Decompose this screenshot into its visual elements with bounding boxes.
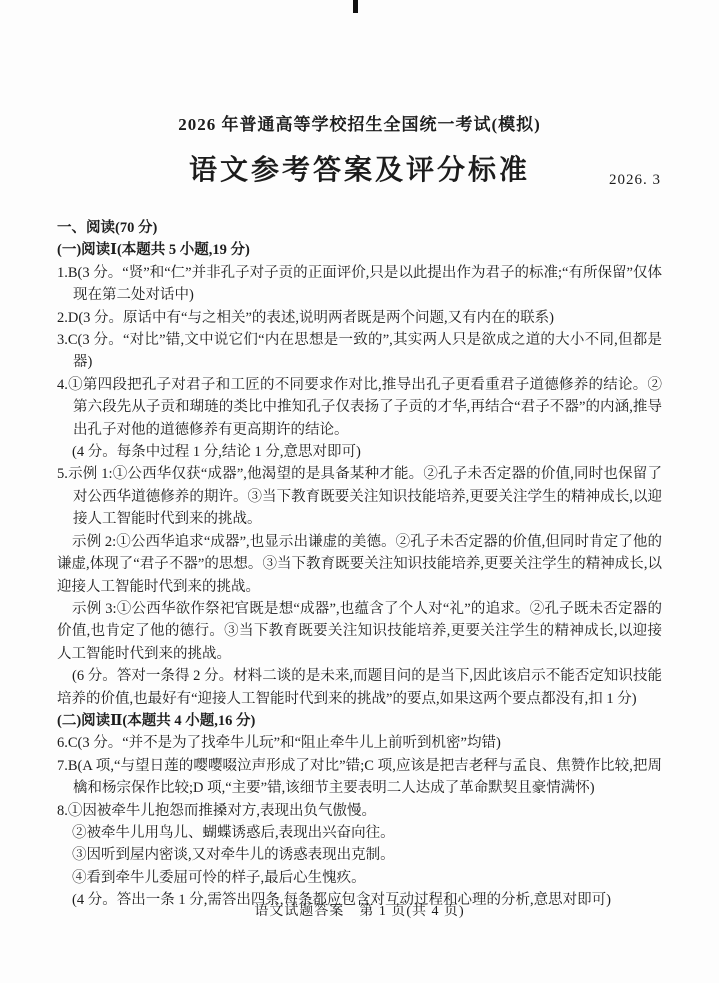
- answer-8-point-3: ③因听到屋内密谈,又对牵牛儿的诱惑表现出克制。: [72, 847, 395, 864]
- answer-1: 1.B(3 分。“贤”和“仁”并非孔子对子贡的正面评价,只是以此提出作为君子的标准;“有所保留”仅体现在第二处对话中): [57, 264, 662, 304]
- page-title: 语文参考答案及评分标准: [188, 155, 530, 186]
- answer-6: 6.C(3 分。“并不是为了找牵牛儿玩”和“阻止牵牛儿上前听到机密”均错): [57, 735, 501, 752]
- answer-5-example-3: 示例 3:①公西华欲作祭祀官既是想“成器”,也蕴含了个人对“礼”的追求。②孔子既未否定器的价值,也肯定了他的德行。③当下教育既要关注知识技能培养,更要关注学生的精神成长,以迎接人工智能时代到来的挑战。: [57, 600, 662, 662]
- footer-text: 语文试题答案 第 1 页(共 4 页): [254, 904, 465, 919]
- section-heading-reading: 一、阅读(70 分): [57, 220, 158, 236]
- answers-body: [0, 191, 719, 912]
- scan-artifact-mark: [353, 0, 358, 13]
- document-header: [0, 0, 719, 191]
- answer-2: 2.D(3 分。原话中有“与之相关”的表述,说明两者既是两个问题,又有内在的联系): [57, 309, 554, 326]
- answer-8-point-1: 8.①因被牵牛儿抱怨而推搡对方,表现出负气傲慢。: [57, 802, 376, 819]
- page-footer: [0, 900, 719, 920]
- exam-date: 2026. 3: [609, 172, 661, 188]
- answer-5-score-note: (6 分。答对一条得 2 分。材料二谈的是未来,而题目问的是当下,因此该启示不能否定知识技能培养的价值,也最好有“迎接人工智能时代到来的挑战”的要点,如果这两个要点都没有,扣 1 分): [57, 668, 662, 707]
- answer-8-point-2: ②被牵牛儿用鸟儿、蝴蝶诱惑后,表现出兴奋向往。: [72, 824, 395, 841]
- subsection-heading-reading-2: (二)阅读Ⅱ(本题共 4 小题,16 分): [57, 712, 256, 729]
- answer-7: 7.B(A 项,“与望日莲的嘤嘤啜泣声形成了对比”错;C 项,应该是把吉老秤与孟良、焦赞作比较,把周檎和杨宗保作比较;D 项,“主要”错,该细节主要表明二人达成了革命默契且豪情满怀): [57, 757, 662, 797]
- answer-4-score-note: (4 分。每条中过程 1 分,结论 1 分,意思对即可): [72, 444, 361, 461]
- answer-4: 4.①第四段把孔子对君子和工匠的不同要求作对比,推导出孔子更看重君子道德修养的结论。②第六段先从子贡和瑚琏的类比中推知孔子仅表扬了子贡的才华,再结合“君子不器”的内涵,推导出孔子对他的道德修养有更高期许的结论。: [57, 376, 662, 438]
- answer-8-score-note: (4 分。答出一条 1 分,需答出四条,每条都应包含对互动过程和心理的分析,意思对即可): [72, 892, 611, 909]
- subsection-heading-reading-1: (一)阅读Ⅰ(本题共 5 小题,19 分): [57, 242, 250, 259]
- title-row: [0, 151, 719, 191]
- answer-5-example-2: 示例 2:①公西华追求“成器”,也显示出谦虚的美德。②孔子未否定器的价值,但同时肯定了他的谦虚,体现了“君子不器”的思想。③当下教育既要关注知识技能培养,更要关注学生的精神成长,以迎接人工智能时代到来的挑战。: [57, 533, 662, 595]
- answer-5-example-1: 5.示例 1:①公西华仅获“成器”,他渴望的是具备某种才能。②孔子未否定器的价值,同时也保留了对公西华道德修养的期许。③当下教育既要关注知识技能培养,更要关注学生的精神成长,以迎接人工智能时代到来的挑战。: [57, 466, 662, 528]
- answer-3: 3.C(3 分。“对比”错,文中说它们“内在思想是一致的”,其实两人只是欲成之道的大小不同,但都是器): [57, 332, 662, 371]
- answer-8-point-4: ④看到牵牛儿委屈可怜的样子,最后心生愧疚。: [72, 869, 366, 886]
- exam-title: 2026 年普通高等学校招生全国统一考试(模拟): [178, 115, 541, 134]
